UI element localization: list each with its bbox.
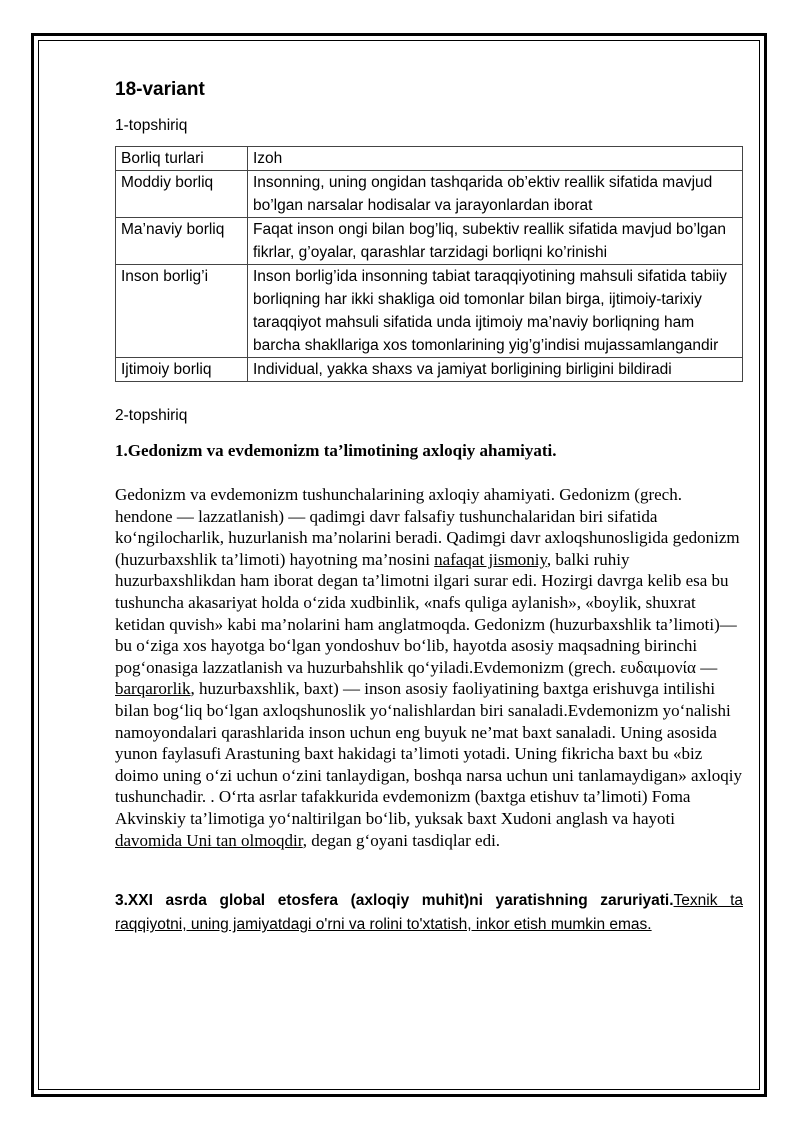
essay-text: Gedonizm va evdemonizm tushunchalarining axloqiy ahamiyati. Gedonizm (grech. hendone — lazzatlanish) — qadimgi davr falsafiy tushunchalaridan biri sifatida ko‘ngilocharlik, huzurlanish ma’nolarini beradi. Qadimgi davr axloqshunosligida gedonizm (huzurbaxshlik ta’limoti) hayotning ma’nosini [115,485,740,569]
table-header-row [116,147,743,171]
essay-underlined-text: barqarorlik [115,679,191,699]
table-cell-type: Ijtimoiy borliq [116,358,248,382]
table-cell-type: Inson borlig’i [116,265,248,358]
essay-text: , balki ruhiy huzurbaxshlikdan ham iborat degan ta’limotni ilgari surar edi. Hozirgi davrga kelib esa bu tushuncha akasariyat holda o‘zida xudbinlik, «nafs quliga aylanish», «boylik, shuxrat ketidan quvish» kabi ma’nolarini ham anglatmoqda. Gedonizm (huzurbaxshlik ta’limoti)— bu o‘ziga xos hayotga bo‘lgan yondoshuv bo‘lib, hayotda asosiy maqsadning birinchi pog‘onasiga lazzatlanish va huzurbahshlik qo‘yiladi.Evdemonizm (grech. ευδαιμονία — [115,549,737,677]
task2-label: 2-topshiriq [115,407,188,424]
essay-text: , degan g‘oyani tasdiqlar edi. [302,830,501,850]
borliq-table [115,146,743,382]
table-row [116,358,743,382]
variant-title: 18-variant [115,79,205,100]
table-row [116,218,743,265]
task3-underlined-text: Texnik ta [673,892,743,910]
essay-title: 1.Gedonizm va evdemonizm ta’limotining axloqiy ahamiyati. [115,441,557,460]
table-header-cell: Izoh [248,147,743,171]
table-row [116,265,743,358]
table-header-cell: Borliq turlari [116,147,248,171]
essay-text: , huzurbaxshlik, baxt) — inson asosiy faoliyatining baxtga erishuvga intilishi bilan bog‘liq bo‘lgan axloqshunoslik yo‘nalishlardan biri sanaladi.Evdemonizm yo‘nalishi namoyondalari qarashlarida inson uchun eng buyuk ne’mat baxt sanaladi. Uning asosida yunon faylasufi Arastuning baxt hakidagi ta’limoti yotadi. Uning fikricha baxt bu «biz doimo uning o‘zi uchun o‘zini tanlaydigan, boshqa narsa uchun uni tanlamaydigan» axloqiy tushunchadir. . O‘rta asrlar tafakkurida evdemonizm (baxtga etishuv ta’limoti) Foma Akvinskiy ta’limotiga yo‘naltirilgan bo‘lib, yuksak baxt Xudoni anglash va hayoti [115,679,742,828]
task3-paragraph [115,889,743,937]
table-cell-description: Inson borlig’ida insonning tabiat taraqqiyotining mahsuli sifatida tabiiy borliqning har ikki shakliga oid tomonlar bilan birga, ijtimoiy-tarixiy taraqqiyot mahsuli sifatida unda ijtimoiy ma’naviy borliqning ham barcha shakllariga xos tomonlarining yig’g’indisi mujassamlangandir [248,265,743,358]
task3-title: 3.XXI asrda global etosfera (axloqiy muhit)ni yaratishning zaruriyati. [115,892,674,910]
table-cell-description: Insonning, uning ongidan tashqarida ob’ektiv reallik sifatida mavjud bo’lgan narsalar hodisalar va jarayonlardan iborat [248,171,743,218]
essay-underlined-text: davomida Uni tan olmoqdir [115,830,303,850]
table-row [116,171,743,218]
table-cell-description: Individual, yakka shaxs va jamiyat borligining birligini bildiradi [248,358,743,382]
table-cell-type: Ma’naviy borliq [116,218,248,265]
essay-paragraph [115,484,743,851]
essay-underlined-text: nafaqat jismoniy [434,549,547,569]
table-cell-type: Moddiy borliq [116,171,248,218]
document-body [115,76,743,937]
task3-underlined-text: raqqiyotni, uning jamiyatdagi o'rni va rolini to'xtatish, inkor etish mumkin emas. [115,916,652,934]
table-cell-description: Faqat inson ongi bilan bog’liq, subektiv reallik sifatida mavjud bo’lgan fikrlar, g’oyalar, qarashlar tarzidagi borliqni ko’rinishi [248,218,743,265]
task1-label: 1-topshiriq [115,117,188,134]
